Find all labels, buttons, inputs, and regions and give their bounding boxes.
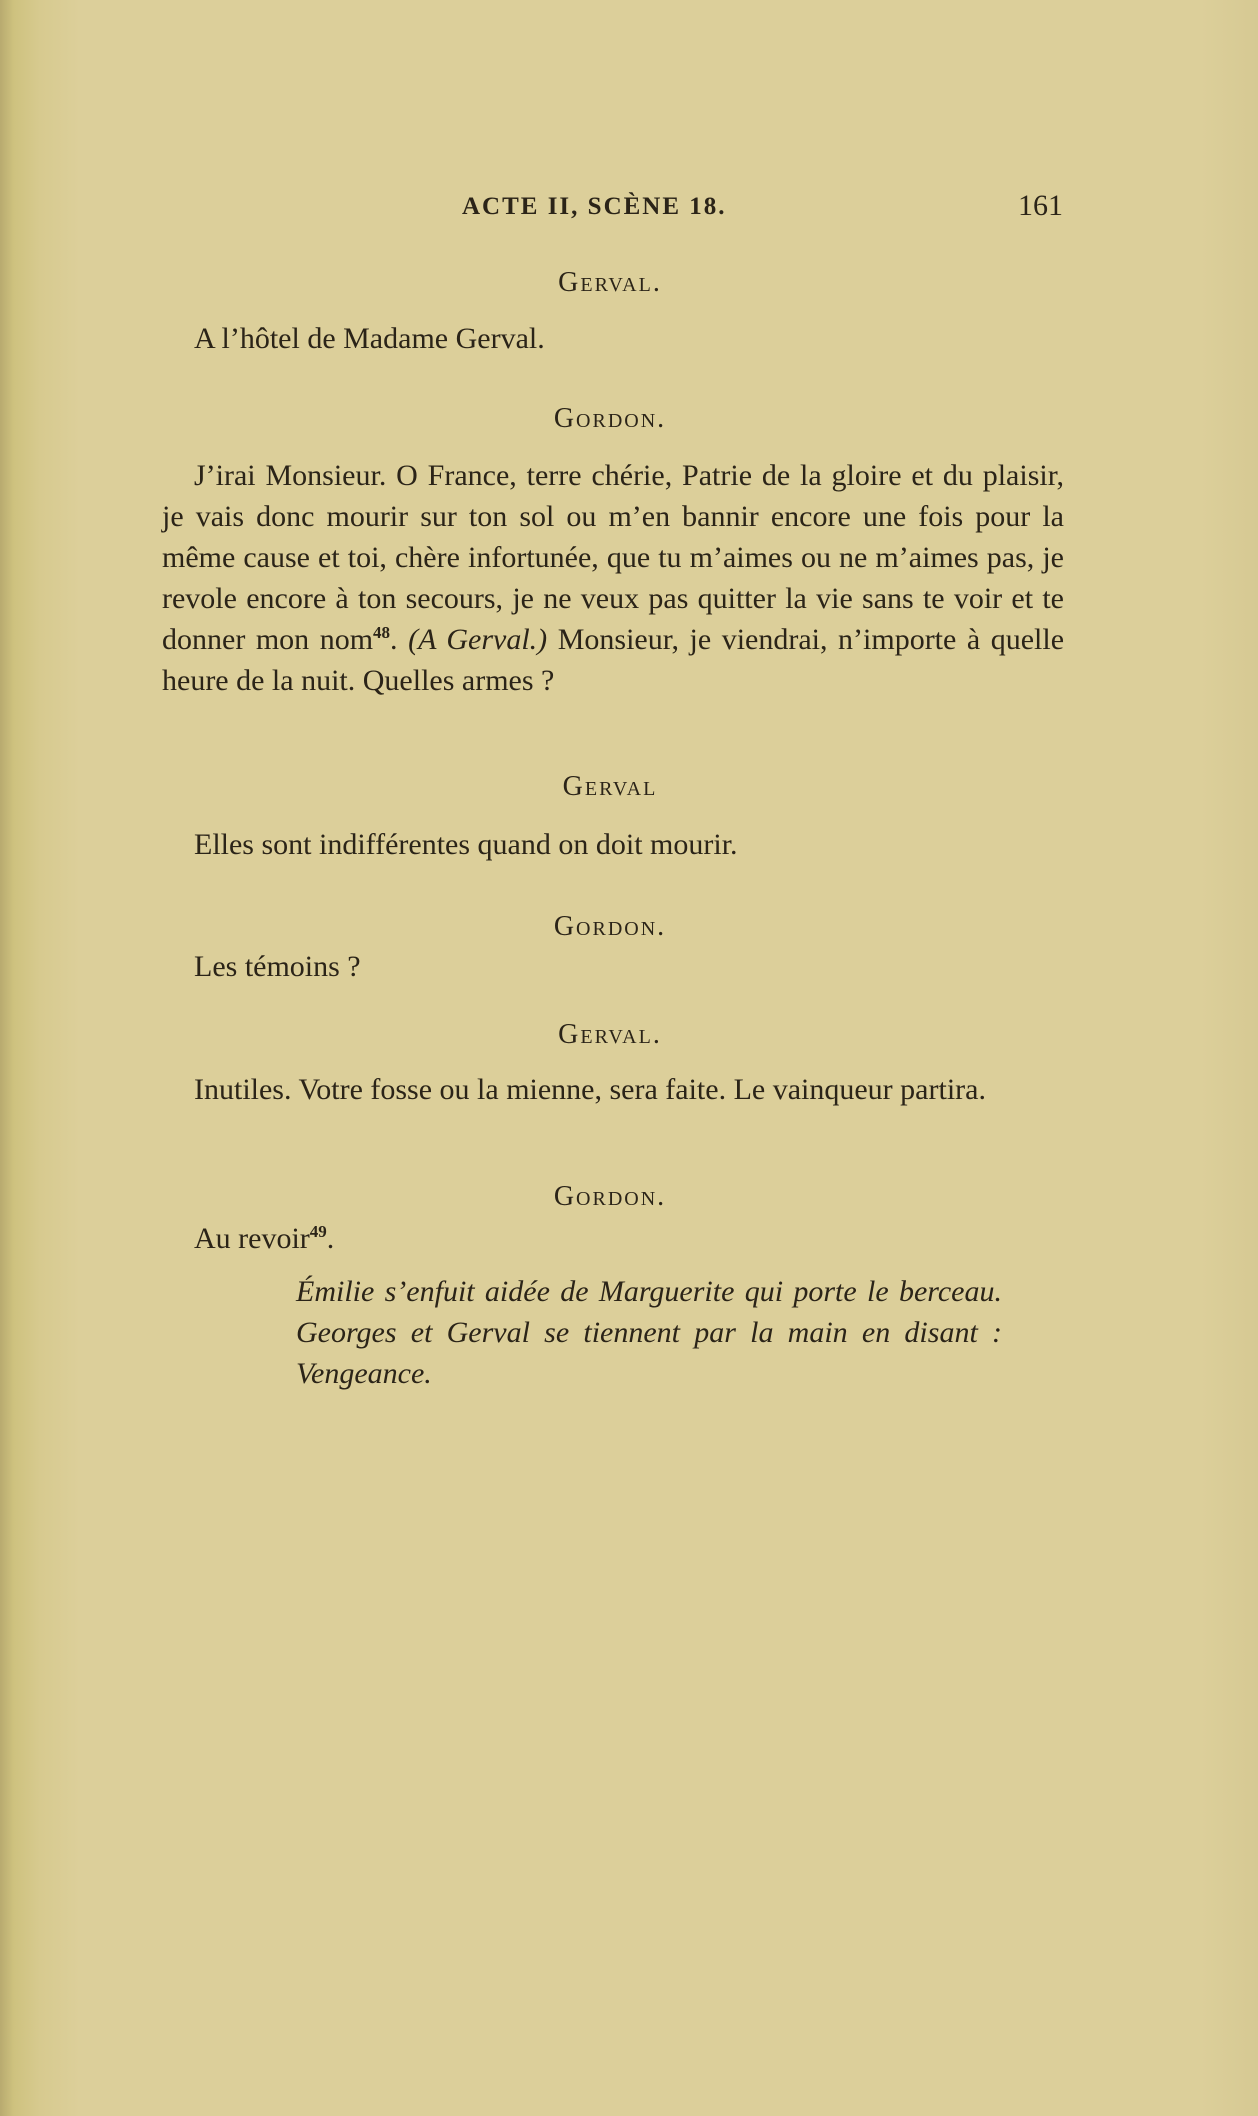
dialogue-line [162,318,1064,359]
dialogue-text: A l’hôtel de Madame Gerval. [194,322,545,355]
dialogue-line [162,946,1064,987]
running-head [0,189,1258,233]
dialogue-text: Inutiles. Votre fosse ou la mienne, sera faite. Le vainqueur partira. [194,1073,986,1106]
speaker-name: Gerval. [558,267,662,298]
running-title: ACTE II, SCÈNE 18. [462,193,727,220]
dialogue-line [162,1218,1064,1259]
footnote-marker: 49 [309,1222,327,1241]
speaker-name: Gordon. [553,911,667,942]
dialogue-text: Elles sont indifférentes quand on doit mourir. [194,828,738,861]
footnote-marker: 48 [373,623,391,642]
speaker-name: Gerval [562,771,658,802]
dialogue-line [162,1069,1064,1110]
punctuation: . [326,1222,335,1255]
speaker-name: Gordon. [553,1181,667,1212]
dialogue-line [162,824,1064,865]
dialogue-line [162,455,1064,701]
dialogue-text: Au revoir [194,1222,310,1255]
speaker-name: Gordon. [553,403,667,434]
dialogue-paragraph [162,455,1064,701]
stage-direction [296,1271,1002,1394]
stage-aside: (A Gerval.) [408,623,548,656]
dialogue-paragraph [162,1218,1064,1259]
page-number: 161 [1018,189,1063,222]
dialogue-text: Monsieur, je viendrai, n’importe à quelle heure de la nuit. Quelles armes ? [162,623,1065,697]
dialogue-text: Les témoins ? [194,950,361,983]
stage-direction-text: Émilie s’enfuit aidée de Marguerite qui porte le berceau. Georges et Gerval se tiennent par la main en disant : Vengeance. [296,1275,1002,1390]
dialogue-text: J’irai Monsieur. O France, terre chérie, Patrie de la gloire et du plaisir, je vais donc mourir sur ton sol ou m’en bannir encore une fois pour la même cause et toi, chère infortunée, que tu m’aimes ou ne m’aimes pas, je revole encore à ton secours, je ne veux pas quitter la vie sans te voir et te donner mon nom [162,459,1064,656]
speaker-name: Gerval. [558,1019,662,1050]
punctuation: . [390,623,398,656]
